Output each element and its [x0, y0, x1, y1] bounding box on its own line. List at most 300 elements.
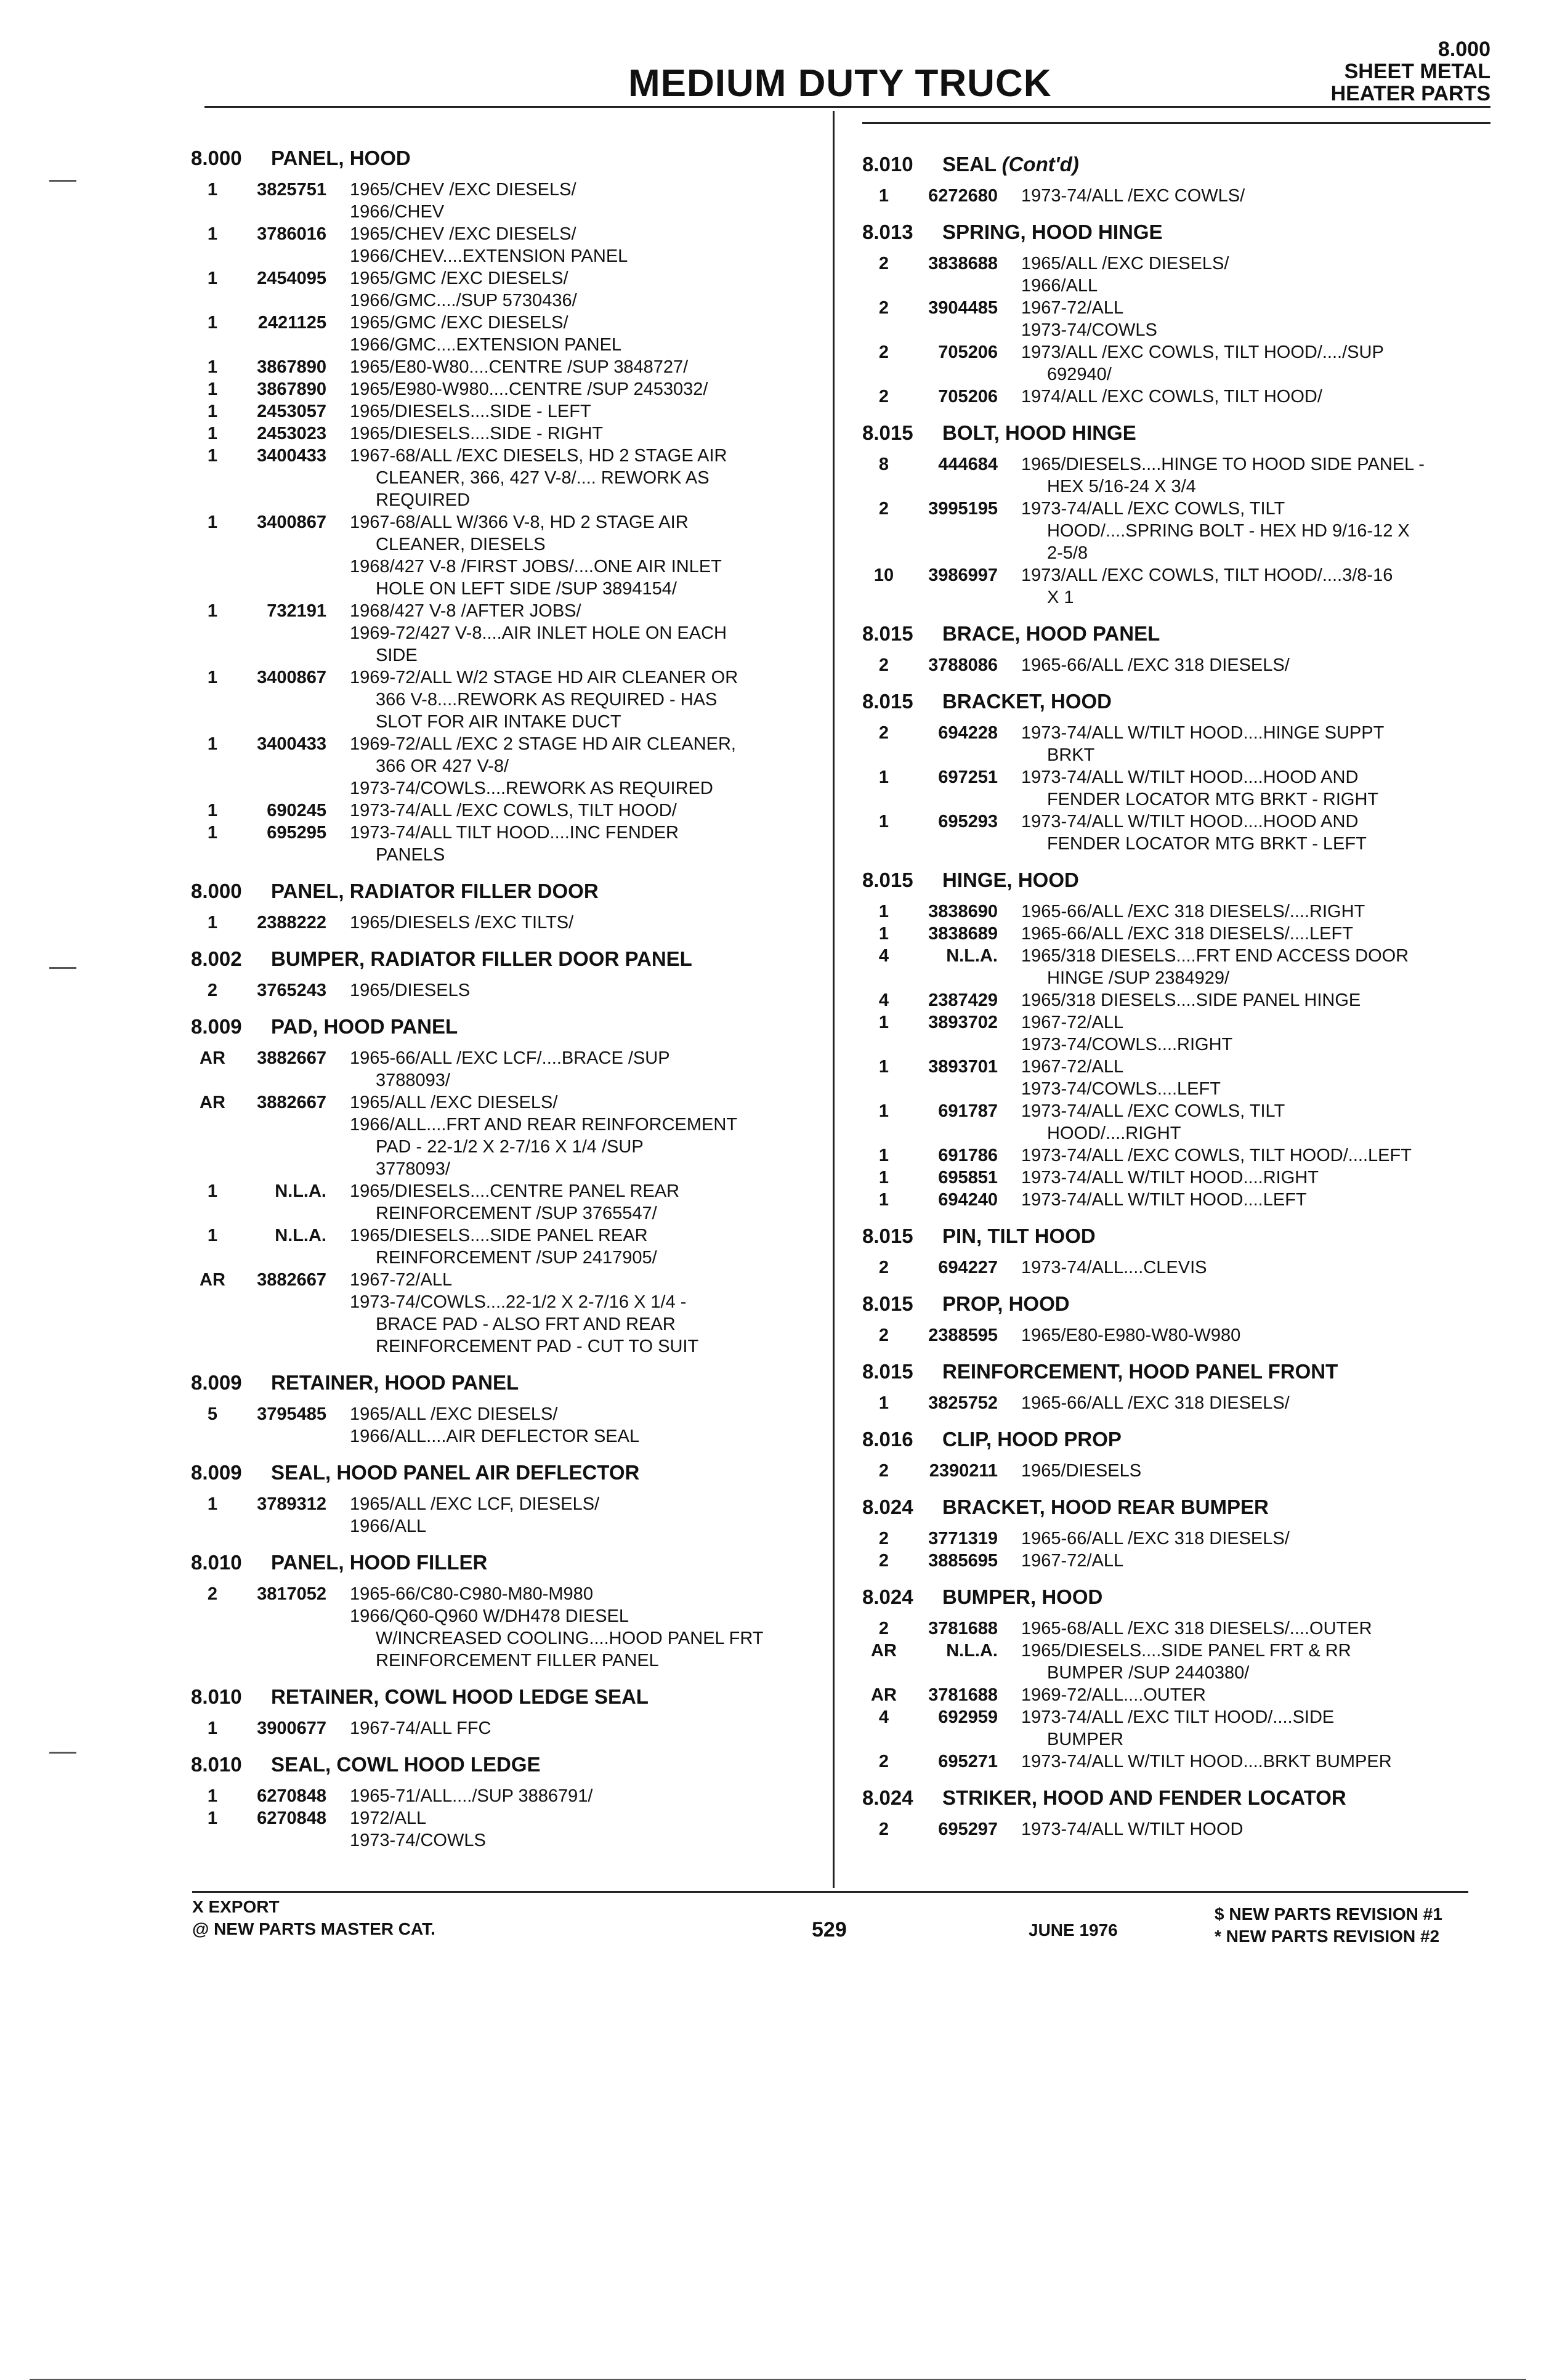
- section-heading: [191, 1015, 825, 1038]
- part-row: [862, 1818, 1503, 1840]
- section-subcategory: HEATER PARTS: [1330, 82, 1490, 105]
- description-line: PAD - 22-1/2 X 2-7/16 X 1/4 /SUP: [376, 1137, 644, 1157]
- part-description: [350, 223, 825, 267]
- part-description: [1021, 341, 1503, 386]
- quantity: 2: [878, 1551, 889, 1571]
- part-row: [191, 1583, 825, 1672]
- part-description: [350, 445, 825, 511]
- part-number: 2390211: [929, 1461, 998, 1481]
- part-row: [191, 400, 825, 423]
- section-heading: [191, 147, 825, 170]
- quantity: 2: [878, 723, 889, 743]
- part-number: 3882667: [257, 1048, 326, 1068]
- part-row: [191, 1269, 825, 1358]
- part-row: [862, 1706, 1503, 1751]
- part-description: [1021, 1167, 1503, 1189]
- part-description: [350, 1047, 825, 1091]
- section-name: PANEL, RADIATOR FILLER DOOR: [271, 880, 599, 902]
- section-code: 8.013: [862, 221, 913, 243]
- parts-section: [862, 690, 1503, 855]
- section-code: 8.015: [862, 1292, 913, 1315]
- description-line: 1965-66/ALL /EXC 318 DIESELS/....RIGHT: [1021, 902, 1365, 921]
- part-number: 732191: [267, 601, 326, 621]
- description-line: 1973-74/ALL /EXC COWLS, TILT HOOD/....LEFT: [1021, 1146, 1412, 1165]
- part-description: [1021, 1189, 1503, 1211]
- part-number: 2387429: [928, 990, 998, 1010]
- parts-section: [862, 868, 1503, 1211]
- section-code: 8.010: [191, 1753, 242, 1776]
- part-number: 3900677: [257, 1718, 326, 1738]
- part-description: [350, 312, 825, 356]
- description-line: 1967-72/ALL: [350, 1270, 453, 1290]
- part-description: [1021, 185, 1503, 207]
- quantity: AR: [871, 1685, 897, 1705]
- description-line: 692940/: [1047, 365, 1112, 384]
- description-line: 1973-74/COWLS....LEFT: [1021, 1079, 1221, 1099]
- quantity: 1: [878, 1168, 889, 1188]
- description-line: W/INCREASED COOLING....HOOD PANEL FRT: [376, 1629, 764, 1648]
- part-number: 6270848: [257, 1786, 326, 1806]
- part-number: 705206: [938, 387, 998, 407]
- section-code: 8.010: [191, 1551, 242, 1574]
- part-description: [1021, 1144, 1503, 1167]
- part-row: [862, 1617, 1503, 1640]
- description-line: 1965/DIESELS: [1021, 1461, 1142, 1481]
- part-number: 2453057: [257, 402, 326, 421]
- part-row: [862, 1056, 1503, 1100]
- quantity: 1: [878, 902, 889, 921]
- part-number: 3986997: [928, 565, 998, 585]
- part-description: [350, 1583, 825, 1672]
- description-line: 1973-74/ALL /EXC COWLS, TILT: [1021, 499, 1285, 519]
- right-column: [862, 153, 1503, 1840]
- part-row: [862, 923, 1503, 945]
- part-row: [862, 1528, 1503, 1550]
- section-name: BRACE, HOOD PANEL: [942, 622, 1160, 645]
- description-line: 1973-74/ALL....CLEVIS: [1021, 1258, 1207, 1277]
- quantity: 2: [878, 342, 889, 362]
- part-row: [191, 822, 825, 866]
- part-row: [862, 1684, 1503, 1706]
- section-name: SEAL, COWL HOOD LEDGE: [271, 1753, 541, 1776]
- section-name: BUMPER, HOOD: [942, 1585, 1103, 1608]
- description-line: 1973-74/COWLS: [1021, 320, 1157, 340]
- description-line: REQUIRED: [376, 490, 471, 510]
- part-row: [862, 564, 1503, 609]
- part-description: [350, 1717, 825, 1739]
- description-line: 1965/DIESELS....HINGE TO HOOD SIDE PANEL -: [1021, 455, 1425, 474]
- part-description: [350, 1269, 825, 1358]
- part-number: 3838690: [928, 902, 998, 921]
- parts-section: [191, 1551, 825, 1672]
- description-line: 1965-66/ALL /EXC 318 DIESELS/: [1021, 655, 1290, 675]
- part-description: [1021, 1257, 1503, 1279]
- description-line: 1973-74/ALL W/TILT HOOD....RIGHT: [1021, 1168, 1319, 1188]
- part-row: [191, 378, 825, 400]
- part-description: [350, 979, 825, 1002]
- part-number: 3786016: [257, 224, 326, 244]
- parts-section: [862, 1360, 1503, 1414]
- part-number: 444684: [938, 455, 998, 474]
- description-line: SIDE: [376, 646, 418, 665]
- parts-section: [191, 1461, 825, 1537]
- part-row: [191, 1091, 825, 1180]
- quantity: 1: [207, 512, 218, 532]
- part-number: 3788086: [928, 655, 998, 675]
- part-row: [862, 1550, 1503, 1572]
- description-line: 1973-74/ALL W/TILT HOOD: [1021, 1819, 1244, 1839]
- quantity: 1: [207, 1718, 218, 1738]
- part-row: [191, 1493, 825, 1537]
- quantity: 1: [207, 446, 218, 466]
- parts-section: [191, 1753, 825, 1852]
- section-heading: [191, 1685, 825, 1709]
- part-number: 697251: [938, 767, 998, 787]
- part-description: [350, 511, 825, 600]
- description-line: 1969-72/ALL W/2 STAGE HD AIR CLEANER OR: [350, 668, 738, 687]
- parts-section: [191, 1685, 825, 1739]
- description-line: 366 V-8....REWORK AS REQUIRED - HAS: [376, 690, 718, 710]
- description-line: FENDER LOCATOR MTG BRKT - RIGHT: [1047, 790, 1379, 809]
- part-description: [1021, 253, 1503, 297]
- parts-section: [862, 1224, 1503, 1279]
- part-row: [191, 179, 825, 223]
- part-row: [862, 901, 1503, 923]
- part-row: [862, 1167, 1503, 1189]
- part-description: [1021, 1100, 1503, 1144]
- part-description: [350, 356, 825, 378]
- part-description: [1021, 1818, 1503, 1840]
- part-row: [191, 666, 825, 733]
- part-row: [862, 253, 1503, 297]
- part-row: [191, 1785, 825, 1807]
- part-number: 3400433: [257, 734, 326, 754]
- section-name: PIN, TILT HOOD: [942, 1224, 1096, 1247]
- quantity: 1: [878, 1013, 889, 1032]
- part-description: [1021, 1011, 1503, 1056]
- parts-section: [862, 1428, 1503, 1482]
- section-name: SPRING, HOOD HINGE: [942, 221, 1163, 243]
- description-line: 1965-66/ALL /EXC 318 DIESELS/: [1021, 1529, 1290, 1548]
- part-number: 691786: [938, 1146, 998, 1165]
- parts-section: [862, 153, 1503, 207]
- part-description: [1021, 297, 1503, 341]
- part-number: 3400867: [257, 512, 326, 532]
- parts-section: [862, 622, 1503, 676]
- part-number: N.L.A.: [946, 946, 998, 966]
- description-line: REINFORCEMENT PAD - CUT TO SUIT: [376, 1337, 699, 1356]
- part-row: [862, 297, 1503, 341]
- part-description: [350, 799, 825, 822]
- part-description: [350, 822, 825, 866]
- description-line: 1965/ALL /EXC LCF, DIESELS/: [350, 1494, 600, 1514]
- section-name: BRACKET, HOOD REAR BUMPER: [942, 1496, 1269, 1518]
- description-line: 1969-72/ALL....OUTER: [1021, 1685, 1206, 1705]
- description-line: 1965-66/ALL /EXC LCF/....BRACE /SUP: [350, 1048, 670, 1068]
- part-row: [862, 989, 1503, 1011]
- quantity: 2: [878, 1461, 889, 1481]
- page-title: MEDIUM DUTY TRUCK: [628, 62, 1052, 105]
- section-heading: [191, 1551, 825, 1574]
- part-number: 3885695: [928, 1551, 998, 1571]
- part-row: [862, 1460, 1503, 1482]
- column-divider: [833, 111, 835, 1888]
- description-line: 1967-68/ALL W/366 V-8, HD 2 STAGE AIR: [350, 512, 689, 532]
- description-line: 1966/Q60-Q960 W/DH478 DIESEL: [350, 1606, 629, 1626]
- section-heading: [191, 1371, 825, 1394]
- revision-1-note: $ NEW PARTS REVISION #1: [1215, 1904, 1442, 1924]
- description-line: FENDER LOCATOR MTG BRKT - LEFT: [1047, 834, 1367, 854]
- part-description: [1021, 1751, 1503, 1773]
- punch-mark: [49, 1752, 76, 1754]
- description-line: 1967-72/ALL: [1021, 1551, 1124, 1571]
- quantity: 1: [207, 357, 218, 377]
- quantity: 1: [207, 424, 218, 443]
- header-rule: [204, 106, 1490, 108]
- description-line: 1965/DIESELS....SIDE PANEL FRT & RR: [1021, 1641, 1351, 1661]
- quantity: 1: [207, 668, 218, 687]
- part-number: 3882667: [257, 1093, 326, 1112]
- section-code: 8.002: [191, 947, 242, 970]
- footer-rule: [192, 1891, 1468, 1893]
- quantity: 1: [878, 1393, 889, 1413]
- part-number: 692959: [938, 1707, 998, 1727]
- part-description: [350, 1224, 825, 1269]
- description-line: CLEANER, DIESELS: [376, 535, 546, 554]
- description-line: 1973-74/ALL /EXC COWLS/: [1021, 186, 1245, 206]
- quantity: AR: [871, 1641, 897, 1661]
- description-line: 1965/318 DIESELS....FRT END ACCESS DOOR: [1021, 946, 1409, 966]
- part-number: 695293: [938, 812, 998, 832]
- quantity: 2: [878, 387, 889, 407]
- description-line: 1965/DIESELS....SIDE - RIGHT: [350, 424, 603, 443]
- part-number: 3795485: [257, 1404, 326, 1424]
- section-name: PANEL, HOOD: [271, 147, 411, 169]
- description-line: 1973-74/COWLS....22-1/2 X 2-7/16 X 1/4 -: [350, 1292, 687, 1312]
- description-line: 1965-71/ALL..../SUP 3886791/: [350, 1786, 593, 1806]
- description-line: 1973/ALL /EXC COWLS, TILT HOOD/....3/8-16: [1021, 565, 1393, 585]
- quantity: 5: [207, 1404, 218, 1424]
- part-description: [1021, 1392, 1503, 1414]
- description-line: REINFORCEMENT /SUP 3765547/: [376, 1204, 657, 1223]
- quantity: 1: [207, 269, 218, 288]
- description-line: 1965/E980-W980....CENTRE /SUP 2453032/: [350, 379, 708, 399]
- quantity: 1: [207, 801, 218, 820]
- part-row: [191, 511, 825, 600]
- quantity: 2: [207, 981, 218, 1000]
- description-line: 1965/GMC /EXC DIESELS/: [350, 269, 568, 288]
- section-name: BOLT, HOOD HINGE: [942, 421, 1136, 444]
- section-name: STRIKER, HOOD AND FENDER LOCATOR: [942, 1786, 1346, 1809]
- description-line: 1965/CHEV /EXC DIESELS/: [350, 180, 576, 200]
- parts-section: [862, 1786, 1503, 1840]
- part-number: 3882667: [257, 1270, 326, 1290]
- quantity: 2: [878, 1258, 889, 1277]
- quantity: 1: [207, 402, 218, 421]
- part-description: [1021, 722, 1503, 766]
- part-description: [350, 1493, 825, 1537]
- part-number: 3867890: [257, 357, 326, 377]
- part-row: [191, 979, 825, 1002]
- part-number: 695295: [267, 823, 326, 843]
- part-number: 3765243: [257, 981, 326, 1000]
- description-line: 1966/ALL: [350, 1516, 427, 1536]
- description-line: HEX 5/16-24 X 3/4: [1047, 477, 1196, 496]
- description-line: 1967-68/ALL /EXC DIESELS, HD 2 STAGE AIR: [350, 446, 727, 466]
- quantity: 8: [878, 455, 889, 474]
- section-code: 8.015: [862, 690, 913, 713]
- part-row: [862, 185, 1503, 207]
- section-code: 8.015: [862, 421, 913, 444]
- description-line: PANELS: [376, 845, 445, 865]
- description-line: 1965/318 DIESELS....SIDE PANEL HINGE: [1021, 990, 1361, 1010]
- description-line: 1973-74/ALL /EXC COWLS, TILT HOOD/: [350, 801, 677, 820]
- description-line: 1966/GMC....EXTENSION PANEL: [350, 335, 622, 355]
- description-line: 1965/ALL /EXC DIESELS/: [1021, 254, 1229, 273]
- section-code: 8.015: [862, 622, 913, 645]
- part-row: [862, 1392, 1503, 1414]
- quantity: 1: [878, 1190, 889, 1210]
- quantity: 2: [878, 1529, 889, 1548]
- parts-section: [862, 221, 1503, 408]
- part-description: [1021, 1528, 1503, 1550]
- part-number: 3893702: [928, 1013, 998, 1032]
- quantity: 2: [207, 1584, 218, 1604]
- part-description: [350, 1785, 825, 1807]
- part-number: 705206: [938, 342, 998, 362]
- description-line: CLEANER, 366, 427 V-8/.... REWORK AS: [376, 468, 710, 488]
- quantity: AR: [200, 1093, 225, 1112]
- description-line: 1968/427 V-8 /FIRST JOBS/....ONE AIR INLET: [350, 557, 722, 577]
- quantity: 1: [207, 1808, 218, 1828]
- description-line: 1966/ALL: [1021, 276, 1098, 296]
- description-line: HOOD/....SPRING BOLT - HEX HD 9/16-12 X: [1047, 521, 1410, 541]
- part-row: [191, 1224, 825, 1269]
- part-description: [1021, 1324, 1503, 1346]
- part-row: [191, 312, 825, 356]
- quantity: 2: [878, 1752, 889, 1771]
- part-description: [1021, 945, 1503, 989]
- quantity: 10: [873, 565, 894, 585]
- section-name: PAD, HOOD PANEL: [271, 1015, 458, 1038]
- section-code: 8.015: [862, 1224, 913, 1247]
- section-corner-label: [1331, 38, 1490, 105]
- description-line: 1967-72/ALL: [1021, 1057, 1124, 1077]
- quantity: AR: [200, 1048, 225, 1068]
- part-description: [1021, 453, 1503, 498]
- description-line: 1973-74/ALL TILT HOOD....INC FENDER: [350, 823, 679, 843]
- description-line: 1966/CHEV....EXTENSION PANEL: [350, 246, 628, 266]
- revision-2-note: * NEW PARTS REVISION #2: [1215, 1927, 1440, 1946]
- description-line: 1969-72/427 V-8....AIR INLET HOLE ON EACH: [350, 623, 727, 643]
- part-number: 694228: [938, 723, 998, 743]
- description-line: 1973-74/COWLS: [350, 1831, 486, 1850]
- description-line: BRKT: [1047, 745, 1095, 765]
- description-line: 1969-72/ALL /EXC 2 STAGE HD AIR CLEANER,: [350, 734, 736, 754]
- part-row: [862, 945, 1503, 989]
- part-description: [350, 179, 825, 223]
- quantity: 1: [207, 379, 218, 399]
- part-description: [1021, 1460, 1503, 1482]
- part-row: [862, 766, 1503, 811]
- part-row: [862, 1189, 1503, 1211]
- part-row: [191, 600, 825, 666]
- description-line: X 1: [1047, 588, 1074, 607]
- part-number: 3817052: [257, 1584, 326, 1604]
- quantity: 1: [878, 186, 889, 206]
- section-code: 8.009: [191, 1461, 242, 1484]
- right-column-rule: [862, 122, 1490, 124]
- part-row: [862, 498, 1503, 564]
- description-line: 1973-74/ALL W/TILT HOOD....LEFT: [1021, 1190, 1307, 1210]
- description-line: BRACE PAD - ALSO FRT AND REAR: [376, 1314, 676, 1334]
- description-line: 1973/ALL /EXC COWLS, TILT HOOD/..../SUP: [1021, 342, 1384, 362]
- section-name: PANEL, HOOD FILLER: [271, 1551, 488, 1574]
- part-description: [1021, 1617, 1503, 1640]
- part-number: 3781688: [928, 1619, 998, 1638]
- part-description: [1021, 989, 1503, 1011]
- description-line: 1965-66/ALL /EXC 318 DIESELS/....LEFT: [1021, 924, 1353, 944]
- description-line: 366 OR 427 V-8/: [376, 756, 509, 776]
- part-description: [350, 400, 825, 423]
- quantity: 1: [207, 1181, 218, 1201]
- part-description: [1021, 386, 1503, 408]
- section-heading: [862, 1786, 1503, 1810]
- section-heading: [862, 690, 1503, 713]
- description-line: 1973-74/ALL W/TILT HOOD....BRKT BUMPER: [1021, 1752, 1392, 1771]
- part-row: [191, 423, 825, 445]
- publication-date: JUNE 1976: [1029, 1921, 1118, 1940]
- part-description: [350, 733, 825, 799]
- section-name: HINGE, HOOD: [942, 868, 1079, 891]
- description-line: 1965/DIESELS: [350, 981, 471, 1000]
- section-name: RETAINER, HOOD PANEL: [271, 1371, 519, 1394]
- part-description: [350, 1091, 825, 1180]
- part-row: [862, 1100, 1503, 1144]
- part-row: [191, 223, 825, 267]
- description-line: 1973-74/COWLS....REWORK AS REQUIRED: [350, 779, 713, 798]
- revision-legend: [1215, 1903, 1442, 1948]
- part-row: [862, 1144, 1503, 1167]
- section-code: 8.009: [191, 1015, 242, 1038]
- description-line: REINFORCEMENT FILLER PANEL: [376, 1651, 659, 1670]
- quantity: 2: [878, 499, 889, 519]
- section-code: 8.024: [862, 1496, 913, 1518]
- section-category: SHEET METAL: [1344, 60, 1490, 83]
- part-description: [1021, 1640, 1503, 1684]
- part-number: 694240: [938, 1190, 998, 1210]
- description-line: 1965/DIESELS....SIDE PANEL REAR: [350, 1226, 648, 1245]
- quantity: 1: [878, 1101, 889, 1121]
- part-number: 3867890: [257, 379, 326, 399]
- part-number: 3789312: [257, 1494, 326, 1514]
- left-column: [191, 147, 825, 1852]
- part-description: [350, 666, 825, 733]
- section-name: PROP, HOOD: [942, 1292, 1070, 1315]
- quantity: 2: [878, 655, 889, 675]
- section-code: 8.000: [191, 147, 242, 169]
- description-line: 1973-74/ALL W/TILT HOOD....HOOD AND: [1021, 812, 1359, 832]
- part-row: [191, 1403, 825, 1447]
- description-line: 1973-74/COWLS....RIGHT: [1021, 1035, 1233, 1054]
- part-description: [1021, 564, 1503, 609]
- description-line: 1965/CHEV /EXC DIESELS/: [350, 224, 576, 244]
- section-code: 8.000: [191, 880, 242, 902]
- description-line: 1965-68/ALL /EXC 318 DIESELS/....OUTER: [1021, 1619, 1372, 1638]
- part-row: [862, 1257, 1503, 1279]
- description-line: 1974/ALL /EXC COWLS, TILT HOOD/: [1021, 387, 1322, 407]
- section-heading: [862, 1496, 1503, 1519]
